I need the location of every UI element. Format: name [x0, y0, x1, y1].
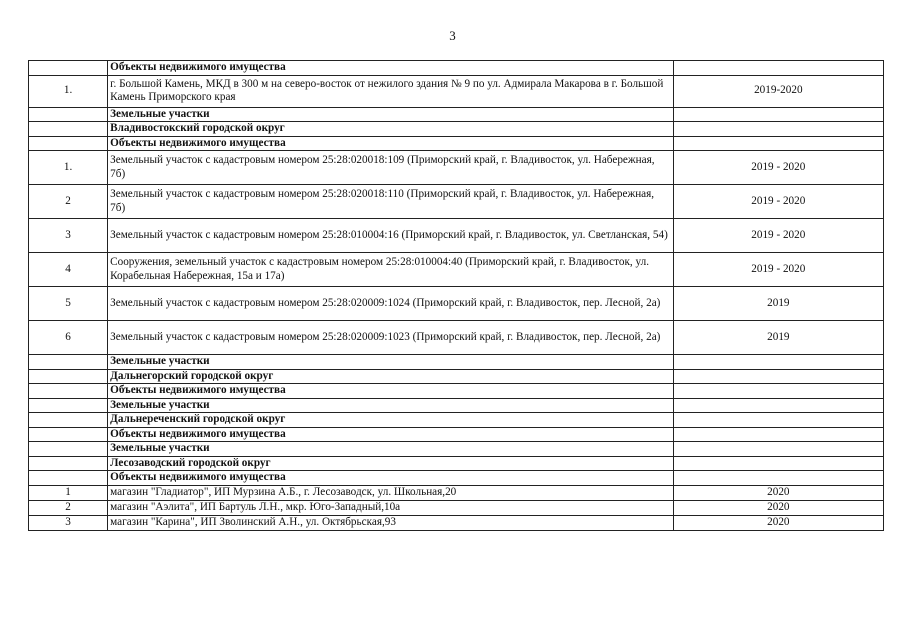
section-heading: Земельные участки: [108, 442, 673, 457]
section-row: [29, 107, 884, 122]
period-cell: 2019 - 2020: [673, 151, 883, 185]
period-cell: 2020: [673, 515, 883, 530]
period-cell: 2019: [673, 287, 883, 321]
section-heading: Дальнереченский городской округ: [108, 413, 673, 428]
period-cell: [673, 471, 883, 486]
section-row: [29, 456, 884, 471]
period-cell: [673, 456, 883, 471]
table-row: [29, 485, 884, 500]
table-row: [29, 287, 884, 321]
period-cell: [673, 355, 883, 370]
row-number: 3: [29, 515, 108, 530]
section-heading: Лесозаводский городской округ: [108, 456, 673, 471]
period-cell: 2019-2020: [673, 75, 883, 107]
row-number: [29, 398, 108, 413]
object-description: магазин "Аэлита", ИП Бартуль Л.Н., мкр. Юго-Западный,10а: [108, 500, 673, 515]
section-row: [29, 122, 884, 137]
row-number: 4: [29, 253, 108, 287]
section-row: [29, 471, 884, 486]
table-row: [29, 219, 884, 253]
table-row: [29, 75, 884, 107]
section-row: [29, 384, 884, 399]
row-number: [29, 107, 108, 122]
row-number: 1: [29, 485, 108, 500]
row-number: 1.: [29, 151, 108, 185]
period-cell: 2020: [673, 485, 883, 500]
row-number: 5: [29, 287, 108, 321]
section-row: [29, 398, 884, 413]
row-number: [29, 413, 108, 428]
row-number: 1.: [29, 75, 108, 107]
table-row: [29, 151, 884, 185]
period-cell: [673, 384, 883, 399]
section-row: [29, 61, 884, 76]
section-heading: Объекты недвижимого имущества: [108, 427, 673, 442]
table-row: [29, 500, 884, 515]
row-number: [29, 384, 108, 399]
period-cell: 2019 - 2020: [673, 253, 883, 287]
row-number: [29, 427, 108, 442]
section-heading: Объекты недвижимого имущества: [108, 136, 673, 151]
row-number: [29, 61, 108, 76]
table-row: [29, 321, 884, 355]
table-row: [29, 515, 884, 530]
section-heading: Земельные участки: [108, 398, 673, 413]
section-heading: Земельные участки: [108, 355, 673, 370]
period-cell: [673, 136, 883, 151]
period-cell: 2019: [673, 321, 883, 355]
table-row: [29, 253, 884, 287]
period-cell: [673, 442, 883, 457]
row-number: [29, 369, 108, 384]
row-number: [29, 136, 108, 151]
object-description: г. Большой Камень, МКД в 300 м на северо-восток от нежилого здания № 9 по ул. Адмирала Макарова в г. Большой Камень Приморского края: [108, 75, 673, 107]
row-number: [29, 471, 108, 486]
section-row: [29, 442, 884, 457]
row-number: [29, 122, 108, 137]
object-description: Земельный участок с кадастровым номером 25:28:020018:109 (Приморский край, г. Владивосток, ул. Набережная, 7б): [108, 151, 673, 185]
period-cell: [673, 369, 883, 384]
property-table: [28, 60, 884, 531]
period-cell: [673, 107, 883, 122]
section-heading: Владивостокский городской округ: [108, 122, 673, 137]
section-row: [29, 136, 884, 151]
period-cell: [673, 427, 883, 442]
period-cell: [673, 398, 883, 413]
period-cell: 2020: [673, 500, 883, 515]
row-number: [29, 355, 108, 370]
period-cell: [673, 61, 883, 76]
period-cell: 2019 - 2020: [673, 219, 883, 253]
object-description: магазин "Гладиатор", ИП Мурзина А.Б., г. Лесозаводск, ул. Школьная,20: [108, 485, 673, 500]
object-description: Земельный участок с кадастровым номером 25:28:020009:1023 (Приморский край, г. Владивосток, пер. Лесной, 2а): [108, 321, 673, 355]
period-cell: 2019 - 2020: [673, 185, 883, 219]
period-cell: [673, 413, 883, 428]
object-description: Земельный участок с кадастровым номером 25:28:010004:16 (Приморский край, г. Владивосток, ул. Светланская, 54): [108, 219, 673, 253]
section-row: [29, 369, 884, 384]
section-row: [29, 413, 884, 428]
section-heading: Земельные участки: [108, 107, 673, 122]
row-number: [29, 442, 108, 457]
object-description: Земельный участок с кадастровым номером 25:28:020018:110 (Приморский край, г. Владивосток, ул. Набережная, 7б): [108, 185, 673, 219]
row-number: 2: [29, 185, 108, 219]
row-number: 6: [29, 321, 108, 355]
table-body: [29, 61, 884, 531]
table-row: [29, 185, 884, 219]
object-description: магазин "Карина", ИП Зволинский А.Н., ул. Октябрьская,93: [108, 515, 673, 530]
row-number: 3: [29, 219, 108, 253]
section-heading: Объекты недвижимого имущества: [108, 61, 673, 76]
period-cell: [673, 122, 883, 137]
row-number: 2: [29, 500, 108, 515]
object-description: Сооружения, земельный участок с кадастровым номером 25:28:010004:40 (Приморский край, г. Владивосток, ул. Корабельная Набережная, 15а и 17а): [108, 253, 673, 287]
section-row: [29, 427, 884, 442]
page-number: 3: [449, 28, 456, 43]
section-row: [29, 355, 884, 370]
section-heading: Объекты недвижимого имущества: [108, 384, 673, 399]
object-description: Земельный участок с кадастровым номером 25:28:020009:1024 (Приморский край, г. Владивосток, пер. Лесной, 2а): [108, 287, 673, 321]
row-number: [29, 456, 108, 471]
section-heading: Дальнегорский городской округ: [108, 369, 673, 384]
section-heading: Объекты недвижимого имущества: [108, 471, 673, 486]
